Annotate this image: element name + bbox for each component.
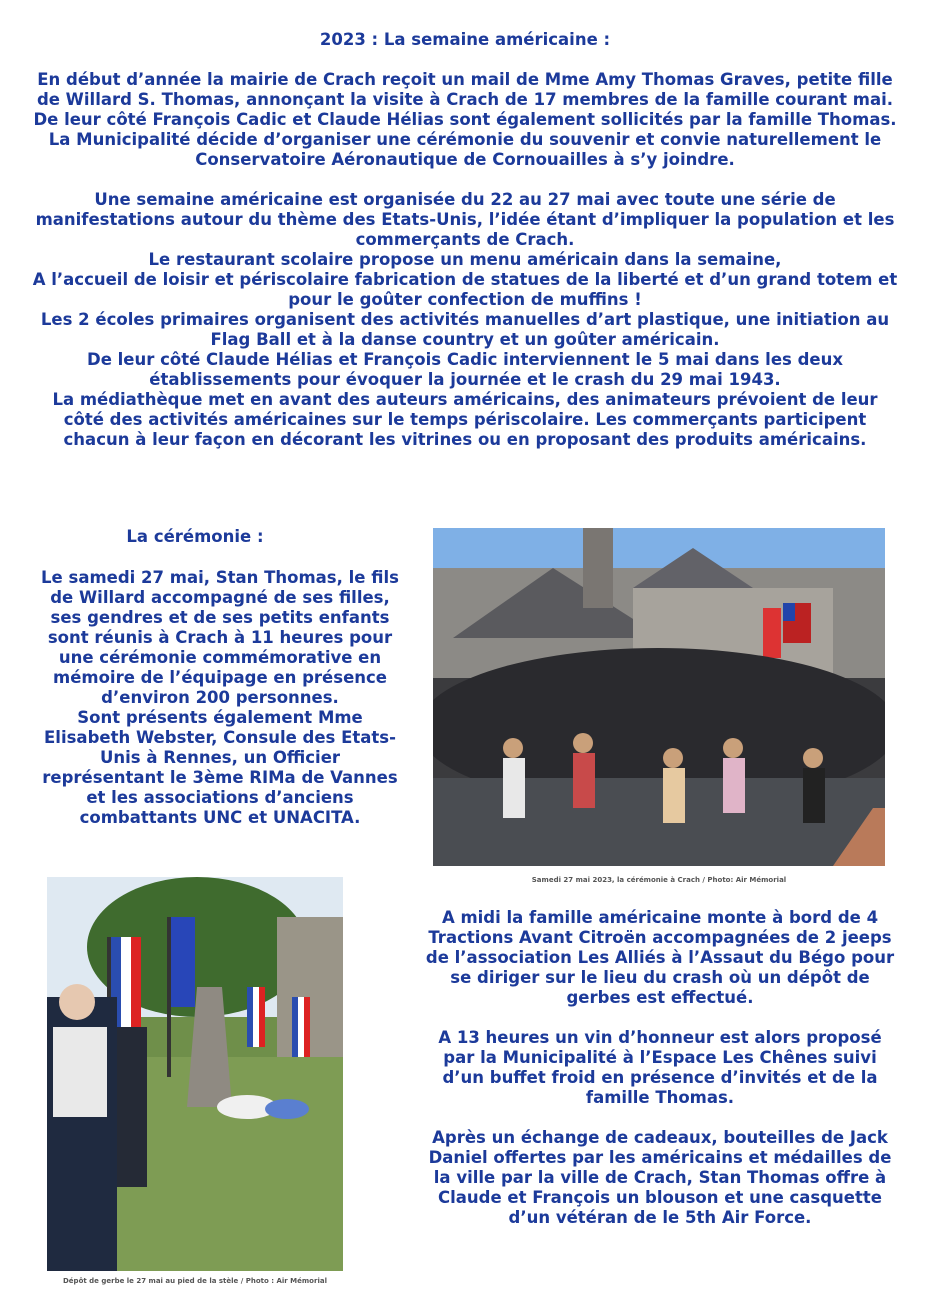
ceremony-title: La cérémonie : bbox=[126, 527, 264, 546]
week-paragraph: De leur côté Claude Hélias et François Cadic interviennent le 5 mai dans les deux établissements pour évoquer la journée et le crash du 29 mai 1943. bbox=[87, 350, 843, 389]
week-paragraph: Les 2 écoles primaires organisent des activités manuelles d’art plastique, une initiation au Flag Ball et à la danse country et un goûter américain. bbox=[40, 310, 890, 349]
intro-paragraph: De leur côté François Cadic et Claude Hélias sont également sollicités par la famille Thomas. bbox=[33, 110, 897, 129]
page-title: 2023 : La semaine américaine : bbox=[319, 30, 611, 49]
intro-text bbox=[30, 70, 900, 450]
ceremony-paragraph: Le samedi 27 mai, Stan Thomas, le fils de Willard accompagné de ses filles, ses gendres et de ses petits enfants sont réunis à Crach à 11 heures pour une cérémonie commémorative en mémoire de l’équipage en présence d’environ 200 personnes. bbox=[41, 568, 399, 707]
intro-paragraph: La Municipalité décide d’organiser une cérémonie du souvenir et convie naturellement le Conservatoire Aéronautique de Cornouailles à s’y joindre. bbox=[48, 130, 882, 169]
ceremony-text bbox=[40, 568, 400, 828]
afternoon-paragraph: Après un échange de cadeaux, bouteilles de Jack Daniel offertes par les américains et médailles de la ville par la ville de Crach, Stan Thomas offre à Claude et François un blouson et une casquette d’un vétéran de le 5th Air Force. bbox=[428, 1128, 892, 1227]
afternoon-paragraph: A midi la famille américaine monte à bord de 4 Tractions Avant Citroën accompagnées de 2 jeeps de l’association Les Alliés à l’Assaut du Bégo pour se diriger sur le lieu du crash où un dépôt de gerbes est effectué. bbox=[425, 908, 895, 1007]
ceremony-crowd-photo bbox=[433, 528, 885, 866]
wreath-laying-photo bbox=[47, 877, 343, 1271]
week-paragraph: La médiathèque met en avant des auteurs américains, des animateurs prévoient de leur côté des activités américaines sur le temps périscolaire. Les commerçants participent chacun à leur façon en décorant les vitrines ou en proposant des produits américains. bbox=[52, 390, 878, 449]
week-paragraph: Une semaine américaine est organisée du 22 au 27 mai avec toute une série de manifestations autour du thème des Etats-Unis, l’idée étant d’impliquer la population et les commerçants de Crach. bbox=[35, 190, 895, 249]
intro-paragraph: En début d’année la mairie de Crach reçoit un mail de Mme Amy Thomas Graves, petite fille de Willard S. Thomas, annonçant la visite à Crach de 17 membres de la famille courant mai. bbox=[36, 70, 894, 109]
week-paragraph: Le restaurant scolaire propose un menu américain dans la semaine, bbox=[148, 250, 782, 269]
ceremony-paragraph: Sont présents également Mme Elisabeth Webster, Consule des Etats-Unis à Rennes, un Officier représentant le 3ème RIMa de Vannes et les associations d’anciens combattants UNC et UNACITA. bbox=[42, 708, 398, 827]
afternoon-paragraph: A 13 heures un vin d’honneur est alors proposé par la Municipalité à l’Espace Les Chênes suivi d’un buffet froid en présence d’invités et de la famille Thomas. bbox=[438, 1028, 882, 1107]
week-paragraph: A l’accueil de loisir et périscolaire fabrication de statues de la liberté et d’un grand totem et pour le goûter confection de muffins ! bbox=[32, 270, 898, 309]
afternoon-text bbox=[420, 908, 900, 1228]
wreath-photo-caption: Dépôt de gerbe le 27 mai au pied de la stèle / Photo : Air Mémorial bbox=[63, 1277, 327, 1285]
ceremony-photo-caption: Samedi 27 mai 2023, la cérémonie à Crach / Photo: Air Mémorial bbox=[531, 876, 787, 884]
